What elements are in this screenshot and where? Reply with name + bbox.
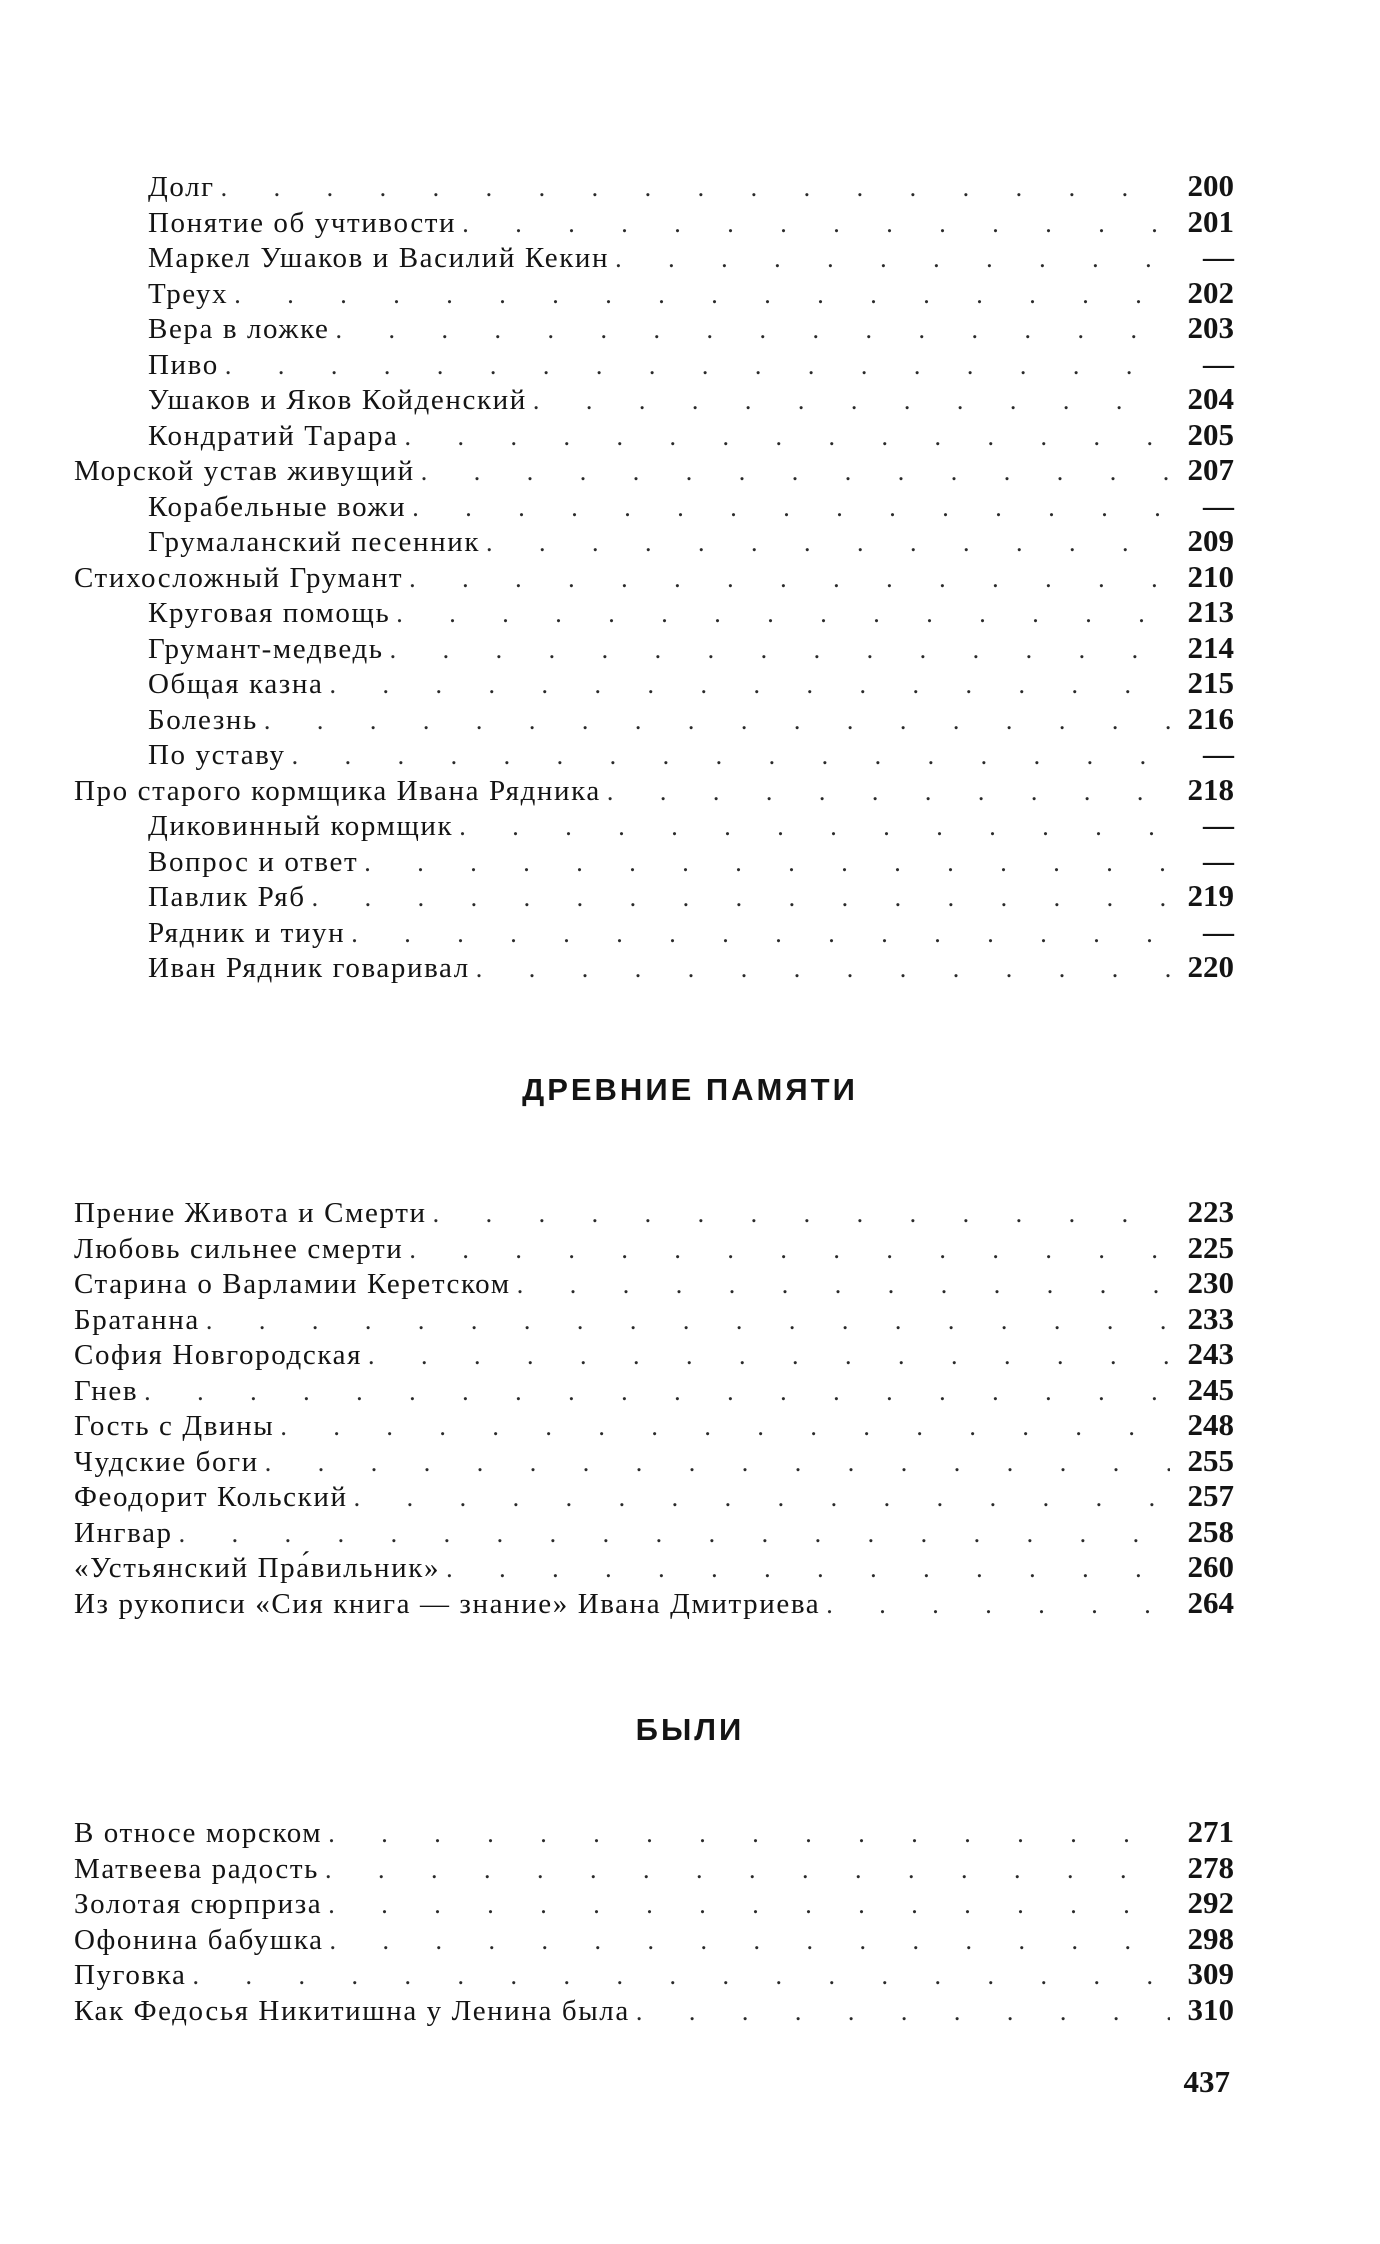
toc-entry-page: — [1170, 346, 1234, 382]
toc-dot-leader [179, 1516, 1170, 1552]
toc-entry [74, 168, 1234, 204]
toc-entry-page: 219 [1170, 878, 1234, 914]
toc-entry [74, 665, 1234, 701]
toc-entry-title: «Устьянский Пра́вильник» [74, 1551, 446, 1587]
section-heading-byli: БЫЛИ [635, 1712, 745, 1747]
toc-entry-page: 200 [1170, 168, 1234, 204]
toc-entry-title: Из рукописи «Сия книга — знание» Ивана Дмитриева [74, 1587, 826, 1623]
toc-entry [74, 1265, 1234, 1301]
toc-entry-page: — [1170, 914, 1234, 950]
toc-entry-title: Пуговка [74, 1958, 193, 1994]
toc-dot-leader [280, 1409, 1170, 1445]
toc-entry [74, 488, 1234, 524]
toc-dot-leader [396, 596, 1170, 632]
toc-entry-title: По уставу [74, 738, 292, 774]
toc-dot-leader [264, 703, 1170, 739]
toc-dot-leader [325, 1852, 1170, 1888]
toc-dot-leader [459, 809, 1170, 845]
toc-entry-title: Гость с Двины [74, 1409, 280, 1445]
toc-entry-title: Пиво [74, 348, 225, 384]
toc-entry [74, 417, 1234, 453]
toc-entry-title: Стихосложный Грумант [74, 561, 409, 597]
toc-entry-title: Павлик Ряб [74, 880, 312, 916]
toc-entry [74, 523, 1234, 559]
toc-entry-page: 203 [1170, 310, 1234, 346]
section-heading-drevnie-pamyati: ДРЕВНИЕ ПАМЯТИ [522, 1072, 858, 1107]
toc-dot-leader [607, 774, 1170, 810]
toc-dot-leader [328, 1816, 1170, 1852]
toc-entry [74, 736, 1234, 772]
toc-entry-page: 278 [1170, 1850, 1234, 1886]
toc-entry [74, 914, 1234, 950]
toc-entry-page: 257 [1170, 1478, 1234, 1514]
toc-dot-leader [328, 1887, 1170, 1923]
toc-entry [74, 1194, 1234, 1230]
toc-entry-title: Офонина бабушка [74, 1923, 330, 1959]
toc-dot-leader [517, 1267, 1170, 1303]
toc-dot-leader [486, 525, 1170, 561]
toc-dot-leader [421, 454, 1170, 490]
toc-entry [74, 452, 1234, 488]
toc-entry [74, 949, 1234, 985]
toc-entry-title: Грумант-медведь [74, 632, 390, 668]
toc-dot-leader [368, 1338, 1170, 1374]
toc-dot-leader [336, 312, 1170, 348]
toc-dot-leader [354, 1480, 1170, 1516]
toc-entry [74, 772, 1234, 808]
toc-entry-page: 245 [1170, 1372, 1234, 1408]
toc-entry-title: Как Федосья Никитишна у Ленина была [74, 1994, 636, 2030]
toc-entry-title: В относе морском [74, 1816, 328, 1852]
toc-entry-page: 271 [1170, 1814, 1234, 1850]
toc-entry [74, 1336, 1234, 1372]
toc-dot-leader [433, 1196, 1170, 1232]
toc-entry [74, 1885, 1234, 1921]
toc-entry-page: 215 [1170, 665, 1234, 701]
toc-entry [74, 1850, 1234, 1886]
toc-entry [74, 1585, 1234, 1621]
toc-entry [74, 204, 1234, 240]
toc-entry-title: Ушаков и Яков Койденский [74, 383, 533, 419]
toc-entry [74, 1407, 1234, 1443]
toc-entry-title: Вера в ложке [74, 312, 336, 348]
toc-entry-page: 310 [1170, 1992, 1234, 2028]
page-number: 437 [1183, 2064, 1230, 2099]
toc-entry-page: 202 [1170, 275, 1234, 311]
toc-entry-page: — [1170, 736, 1234, 772]
toc-entry [74, 1514, 1234, 1550]
toc-entry-title: Братанна [74, 1303, 206, 1339]
toc-dot-leader [312, 880, 1170, 916]
toc-section-byli [74, 1814, 1234, 2027]
toc-entry-title: Треух [74, 277, 234, 313]
toc-entry-title: Круговая помощь [74, 596, 396, 632]
toc-entry-page: — [1170, 807, 1234, 843]
toc-entry [74, 807, 1234, 843]
toc-entry-page: 218 [1170, 772, 1234, 808]
toc-entry-page: 264 [1170, 1585, 1234, 1621]
toc-entry-page: 292 [1170, 1885, 1234, 1921]
toc-dot-leader [292, 738, 1170, 774]
toc-entry-title: Феодорит Кольский [74, 1480, 354, 1516]
toc-entry-title: Маркел Ушаков и Василий Кекин [74, 241, 615, 277]
toc-entry-page: — [1170, 488, 1234, 524]
toc-entry [74, 594, 1234, 630]
toc-entry-title: Про старого кормщика Ивана Рядника [74, 774, 607, 810]
toc-entry [74, 701, 1234, 737]
toc-section-1 [74, 168, 1234, 985]
toc-entry-page: 298 [1170, 1921, 1234, 1957]
toc-entry-title: Гнев [74, 1374, 144, 1410]
toc-entry-title: Матвеева радость [74, 1852, 325, 1888]
toc-dot-leader [193, 1958, 1170, 1994]
toc-entry-title: Любовь сильнее смерти [74, 1232, 409, 1268]
toc-dot-leader [446, 1551, 1170, 1587]
toc-entry-title: Золотая сюрприза [74, 1887, 328, 1923]
toc-dot-leader [409, 561, 1170, 597]
toc-entry [74, 1549, 1234, 1585]
toc-entry-page: 248 [1170, 1407, 1234, 1443]
toc-dot-leader [476, 951, 1170, 987]
toc-entry-title: Ингвар [74, 1516, 179, 1552]
toc-entry [74, 1372, 1234, 1408]
toc-entry-page: 213 [1170, 594, 1234, 630]
toc-entry [74, 843, 1234, 879]
toc-entry-title: Долг [74, 170, 221, 206]
toc-entry [74, 346, 1234, 382]
toc-entry-page: 255 [1170, 1443, 1234, 1479]
toc-entry-title: Понятие об учтивости [74, 206, 462, 242]
toc-dot-leader [206, 1303, 1170, 1339]
toc-entry [74, 1478, 1234, 1514]
toc-entry-page: 309 [1170, 1956, 1234, 1992]
toc-entry [74, 275, 1234, 311]
toc-dot-leader [234, 277, 1170, 313]
toc-dot-leader [636, 1994, 1170, 2030]
toc-entry [74, 1443, 1234, 1479]
toc-entry-title: Общая казна [74, 667, 329, 703]
toc-dot-leader [462, 206, 1170, 242]
toc-entry-title: Кондратий Тарара [74, 419, 404, 455]
toc-entry-page: 204 [1170, 381, 1234, 417]
toc-entry-title: Болезнь [74, 703, 264, 739]
toc-dot-leader [144, 1374, 1170, 1410]
toc-entry-page: 205 [1170, 417, 1234, 453]
toc-entry [74, 239, 1234, 275]
toc-entry [74, 878, 1234, 914]
toc-dot-leader [329, 667, 1170, 703]
toc-dot-leader [221, 170, 1170, 206]
toc-entry-page: — [1170, 843, 1234, 879]
toc-entry-title: Рядник и тиун [74, 916, 351, 952]
toc-dot-leader [404, 419, 1170, 455]
toc-entry-page: 207 [1170, 452, 1234, 488]
toc-entry-page: — [1170, 239, 1234, 275]
toc-entry-title: Морской устав живущий [74, 454, 421, 490]
toc-entry-page: 223 [1170, 1194, 1234, 1230]
toc-entry-title: Диковинный кормщик [74, 809, 459, 845]
toc-entry-page: 233 [1170, 1301, 1234, 1337]
toc-entry-title: Иван Рядник говаривал [74, 951, 476, 987]
toc-entry [74, 1921, 1234, 1957]
toc-dot-leader [390, 632, 1170, 668]
toc-dot-leader [351, 916, 1170, 952]
toc-dot-leader [225, 348, 1170, 384]
toc-entry-page: 243 [1170, 1336, 1234, 1372]
toc-dot-leader [826, 1587, 1170, 1623]
toc-entry-title: Вопрос и ответ [74, 845, 364, 881]
toc-dot-leader [364, 845, 1170, 881]
toc-entry-page: 225 [1170, 1230, 1234, 1266]
toc-entry [74, 1992, 1234, 2028]
toc-dot-leader [533, 383, 1170, 419]
toc-dot-leader [412, 490, 1170, 526]
toc-dot-leader [615, 241, 1170, 277]
toc-section-drevnie-pamyati [74, 1194, 1234, 1620]
toc-entry-page: 260 [1170, 1549, 1234, 1585]
toc-entry-title: София Новгородская [74, 1338, 368, 1374]
toc-entry [74, 1301, 1234, 1337]
toc-entry-page: 258 [1170, 1514, 1234, 1550]
toc-entry-page: 201 [1170, 204, 1234, 240]
toc-entry [74, 1230, 1234, 1266]
toc-dot-leader [265, 1445, 1170, 1481]
toc-entry-page: 209 [1170, 523, 1234, 559]
toc-entry-page: 216 [1170, 701, 1234, 737]
toc-entry-title: Старина о Варламии Керетском [74, 1267, 517, 1303]
toc-entry-page: 230 [1170, 1265, 1234, 1301]
toc-entry [74, 381, 1234, 417]
toc-entry-page: 214 [1170, 630, 1234, 666]
toc-entry [74, 630, 1234, 666]
toc-entry-title: Прение Живота и Смерти [74, 1196, 433, 1232]
toc-entry [74, 559, 1234, 595]
toc-entry-page: 220 [1170, 949, 1234, 985]
toc-entry [74, 1956, 1234, 1992]
toc-entry-page: 210 [1170, 559, 1234, 595]
toc-entry-title: Чудские боги [74, 1445, 265, 1481]
toc-dot-leader [409, 1232, 1170, 1268]
toc-dot-leader [330, 1923, 1170, 1959]
toc-entry-title: Корабельные вожи [74, 490, 412, 526]
toc-entry [74, 310, 1234, 346]
toc-entry-title: Грумаланский песенник [74, 525, 486, 561]
toc-entry [74, 1814, 1234, 1850]
